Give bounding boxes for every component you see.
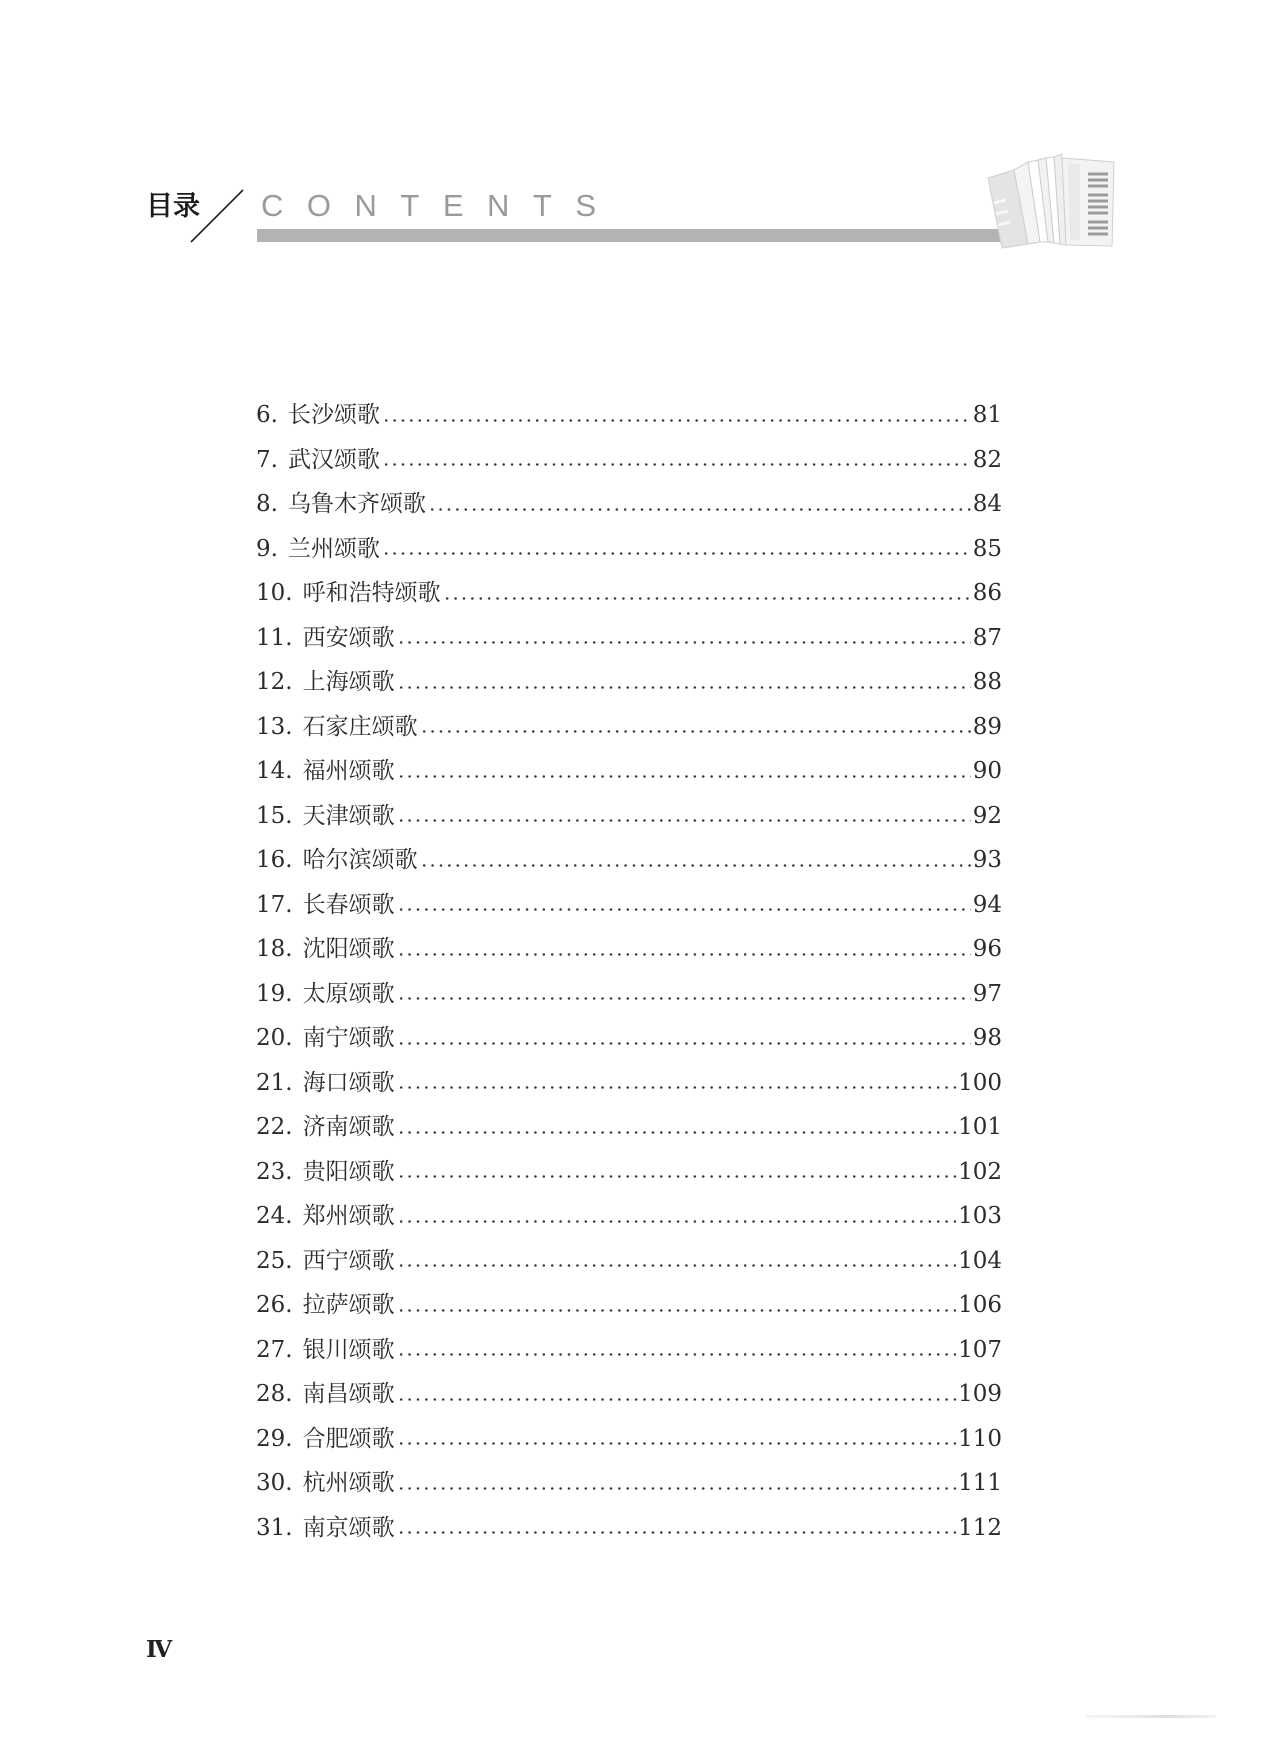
toc-entry-page[interactable]: 109 <box>958 1381 1002 1408</box>
toc-entry-title[interactable]: 拉萨颂歌 <box>302 1292 395 1319</box>
toc-entry-number: 24. <box>256 1203 293 1230</box>
toc-entry-number: 13. <box>256 713 293 740</box>
toc-entry-title[interactable]: 沈阳颂歌 <box>302 936 395 963</box>
toc-entry-title[interactable]: 南昌颂歌 <box>302 1381 395 1408</box>
dot-leader <box>397 1264 957 1267</box>
dot-leader <box>397 1175 957 1178</box>
toc-entry-title[interactable]: 济南颂歌 <box>302 1114 395 1141</box>
toc-entry[interactable] <box>256 705 1002 750</box>
toc-entry-page[interactable]: 92 <box>972 802 1002 829</box>
toc-entry[interactable] <box>256 838 1002 883</box>
toc-entry-page[interactable]: 101 <box>958 1114 1002 1141</box>
page-folio: Ⅳ <box>146 1636 173 1663</box>
page-header <box>0 0 1278 260</box>
toc-entry-title[interactable]: 上海颂歌 <box>302 669 395 696</box>
toc-entry[interactable] <box>256 1239 1002 1284</box>
toc-entry-number: 20. <box>256 1025 293 1052</box>
toc-entry[interactable] <box>256 883 1002 928</box>
toc-entry-number: 12. <box>256 669 293 696</box>
toc-entry-number: 31. <box>256 1514 293 1541</box>
toc-entry-title[interactable]: 兰州颂歌 <box>287 535 380 562</box>
dot-leader <box>397 953 971 956</box>
toc-entry-page[interactable]: 98 <box>972 1025 1002 1052</box>
toc-entry-number: 17. <box>256 891 293 918</box>
toc-entry-number: 21. <box>256 1069 293 1096</box>
dot-leader <box>397 819 971 822</box>
toc-entry[interactable] <box>256 1461 1002 1506</box>
toc-entry-number: 9. <box>256 535 278 562</box>
toc-entry-page[interactable]: 111 <box>958 1470 1002 1497</box>
toc-entry[interactable] <box>256 927 1002 972</box>
toc-entry-number: 27. <box>256 1336 293 1363</box>
dot-leader <box>397 686 971 689</box>
toc-entry-title[interactable]: 天津颂歌 <box>302 802 395 829</box>
toc-entry-title[interactable]: 武汉颂歌 <box>287 446 380 473</box>
toc-entry[interactable] <box>256 1372 1002 1417</box>
toc-entry-page[interactable]: 96 <box>972 936 1002 963</box>
toc-entry-page[interactable]: 86 <box>972 580 1002 607</box>
toc-entry-title[interactable]: 郑州颂歌 <box>302 1203 395 1230</box>
dot-leader <box>443 597 971 600</box>
toc-entry[interactable] <box>256 660 1002 705</box>
toc-entry-page[interactable]: 100 <box>958 1069 1002 1096</box>
toc-entry[interactable] <box>256 438 1002 483</box>
toc-entry[interactable] <box>256 1105 1002 1150</box>
toc-entry-number: 26. <box>256 1292 293 1319</box>
toc-entry-number: 7. <box>256 446 278 473</box>
toc-entry-number: 8. <box>256 491 278 518</box>
toc-entry-page[interactable]: 89 <box>972 713 1002 740</box>
toc-entry-page[interactable]: 88 <box>972 669 1002 696</box>
toc-entry-page[interactable]: 84 <box>972 491 1002 518</box>
toc-entry[interactable] <box>256 749 1002 794</box>
dot-leader <box>397 1398 957 1401</box>
toc-entry[interactable] <box>256 1417 1002 1462</box>
toc-entry-number: 23. <box>256 1158 293 1185</box>
toc-entry-page[interactable]: 93 <box>972 847 1002 874</box>
toc-entry-page[interactable]: 104 <box>958 1247 1002 1274</box>
toc-entry-number: 25. <box>256 1247 293 1274</box>
toc-entry-number: 19. <box>256 980 293 1007</box>
toc-entry-page[interactable]: 94 <box>972 891 1002 918</box>
table-of-contents <box>256 393 1002 1550</box>
toc-entry[interactable] <box>256 794 1002 839</box>
toc-entry[interactable] <box>256 482 1002 527</box>
toc-entry-number: 14. <box>256 758 293 785</box>
dot-leader <box>397 997 971 1000</box>
toc-entry-title[interactable]: 杭州颂歌 <box>302 1470 395 1497</box>
toc-entry[interactable] <box>256 1150 1002 1195</box>
toc-entry-number: 6. <box>256 402 278 429</box>
toc-entry-number: 22. <box>256 1114 293 1141</box>
dot-leader <box>397 1353 957 1356</box>
toc-entry-page[interactable]: 97 <box>972 980 1002 1007</box>
contents-title-en: CONTENTS <box>261 188 620 223</box>
toc-entry-page[interactable]: 85 <box>972 535 1002 562</box>
dot-leader <box>397 1131 957 1134</box>
toc-entry-title[interactable]: 长春颂歌 <box>302 891 395 918</box>
dot-leader <box>382 463 971 466</box>
toc-entry[interactable] <box>256 571 1002 616</box>
toc-entry[interactable] <box>256 616 1002 661</box>
toc-entry-title[interactable]: 乌鲁木齐颂歌 <box>287 491 426 518</box>
toc-entry-title[interactable]: 银川颂歌 <box>302 1336 395 1363</box>
toc-entry[interactable] <box>256 972 1002 1017</box>
toc-entry-page[interactable]: 107 <box>958 1336 1002 1363</box>
toc-entry-number: 11. <box>256 624 293 651</box>
contents-title-cn: 目录 <box>146 191 200 222</box>
toc-entry-page[interactable]: 90 <box>972 758 1002 785</box>
toc-entry-title[interactable]: 海口颂歌 <box>302 1069 395 1096</box>
toc-entry-title[interactable]: 西安颂歌 <box>302 624 395 651</box>
toc-entry[interactable] <box>256 1283 1002 1328</box>
dot-leader <box>397 908 971 911</box>
watermark <box>1086 1715 1216 1718</box>
dot-leader <box>397 1309 957 1312</box>
toc-entry-title[interactable]: 哈尔滨颂歌 <box>302 847 418 874</box>
dot-leader <box>397 641 971 644</box>
dot-leader <box>397 1487 957 1490</box>
toc-entry-number: 28. <box>256 1381 293 1408</box>
dot-leader <box>420 864 971 867</box>
dot-leader <box>397 1442 957 1445</box>
dot-leader <box>397 1220 957 1223</box>
toc-entry-number: 29. <box>256 1425 293 1452</box>
toc-entry-page[interactable]: 81 <box>972 402 1002 429</box>
toc-entry[interactable] <box>256 1016 1002 1061</box>
toc-entry[interactable] <box>256 1061 1002 1106</box>
toc-entry-page[interactable]: 82 <box>972 446 1002 473</box>
dot-leader <box>420 730 971 733</box>
toc-entry-number: 18. <box>256 936 293 963</box>
toc-entry[interactable] <box>256 393 1002 438</box>
toc-entry[interactable] <box>256 1506 1002 1551</box>
toc-entry-page[interactable]: 102 <box>958 1158 1002 1185</box>
toc-entry-page[interactable]: 112 <box>958 1514 1002 1541</box>
header-rule-bar <box>257 229 1015 242</box>
toc-entry-page[interactable]: 106 <box>958 1292 1002 1319</box>
dot-leader <box>397 1531 957 1534</box>
toc-entry-number: 10. <box>256 580 293 607</box>
dot-leader <box>382 419 971 422</box>
toc-entry-page[interactable]: 87 <box>972 624 1002 651</box>
dot-leader <box>382 552 971 555</box>
toc-entry-title[interactable]: 贵阳颂歌 <box>302 1158 395 1185</box>
toc-entry-title[interactable]: 合肥颂歌 <box>302 1425 395 1452</box>
dot-leader <box>397 775 971 778</box>
toc-entry-title[interactable]: 南京颂歌 <box>302 1514 395 1541</box>
toc-entry-title[interactable]: 石家庄颂歌 <box>302 713 418 740</box>
toc-entry[interactable] <box>256 1328 1002 1373</box>
toc-entry[interactable] <box>256 527 1002 572</box>
slash-divider-icon <box>188 188 246 244</box>
toc-entry-title[interactable]: 南宁颂歌 <box>302 1025 395 1052</box>
toc-entry-number: 15. <box>256 802 293 829</box>
toc-entry-title[interactable]: 福州颂歌 <box>302 758 395 785</box>
toc-entry[interactable] <box>256 1194 1002 1239</box>
dot-leader <box>428 508 971 511</box>
toc-entry-page[interactable]: 103 <box>958 1203 1002 1230</box>
dot-leader <box>397 1042 971 1045</box>
toc-entry-page[interactable]: 110 <box>958 1425 1002 1452</box>
dot-leader <box>397 1086 957 1089</box>
toc-entry-title[interactable]: 呼和浩特颂歌 <box>302 580 441 607</box>
accordion-icon <box>984 148 1118 250</box>
toc-entry-title[interactable]: 长沙颂歌 <box>287 402 380 429</box>
toc-entry-number: 30. <box>256 1470 293 1497</box>
toc-entry-title[interactable]: 太原颂歌 <box>302 980 395 1007</box>
toc-entry-title[interactable]: 西宁颂歌 <box>302 1247 395 1274</box>
toc-entry-number: 16. <box>256 847 293 874</box>
